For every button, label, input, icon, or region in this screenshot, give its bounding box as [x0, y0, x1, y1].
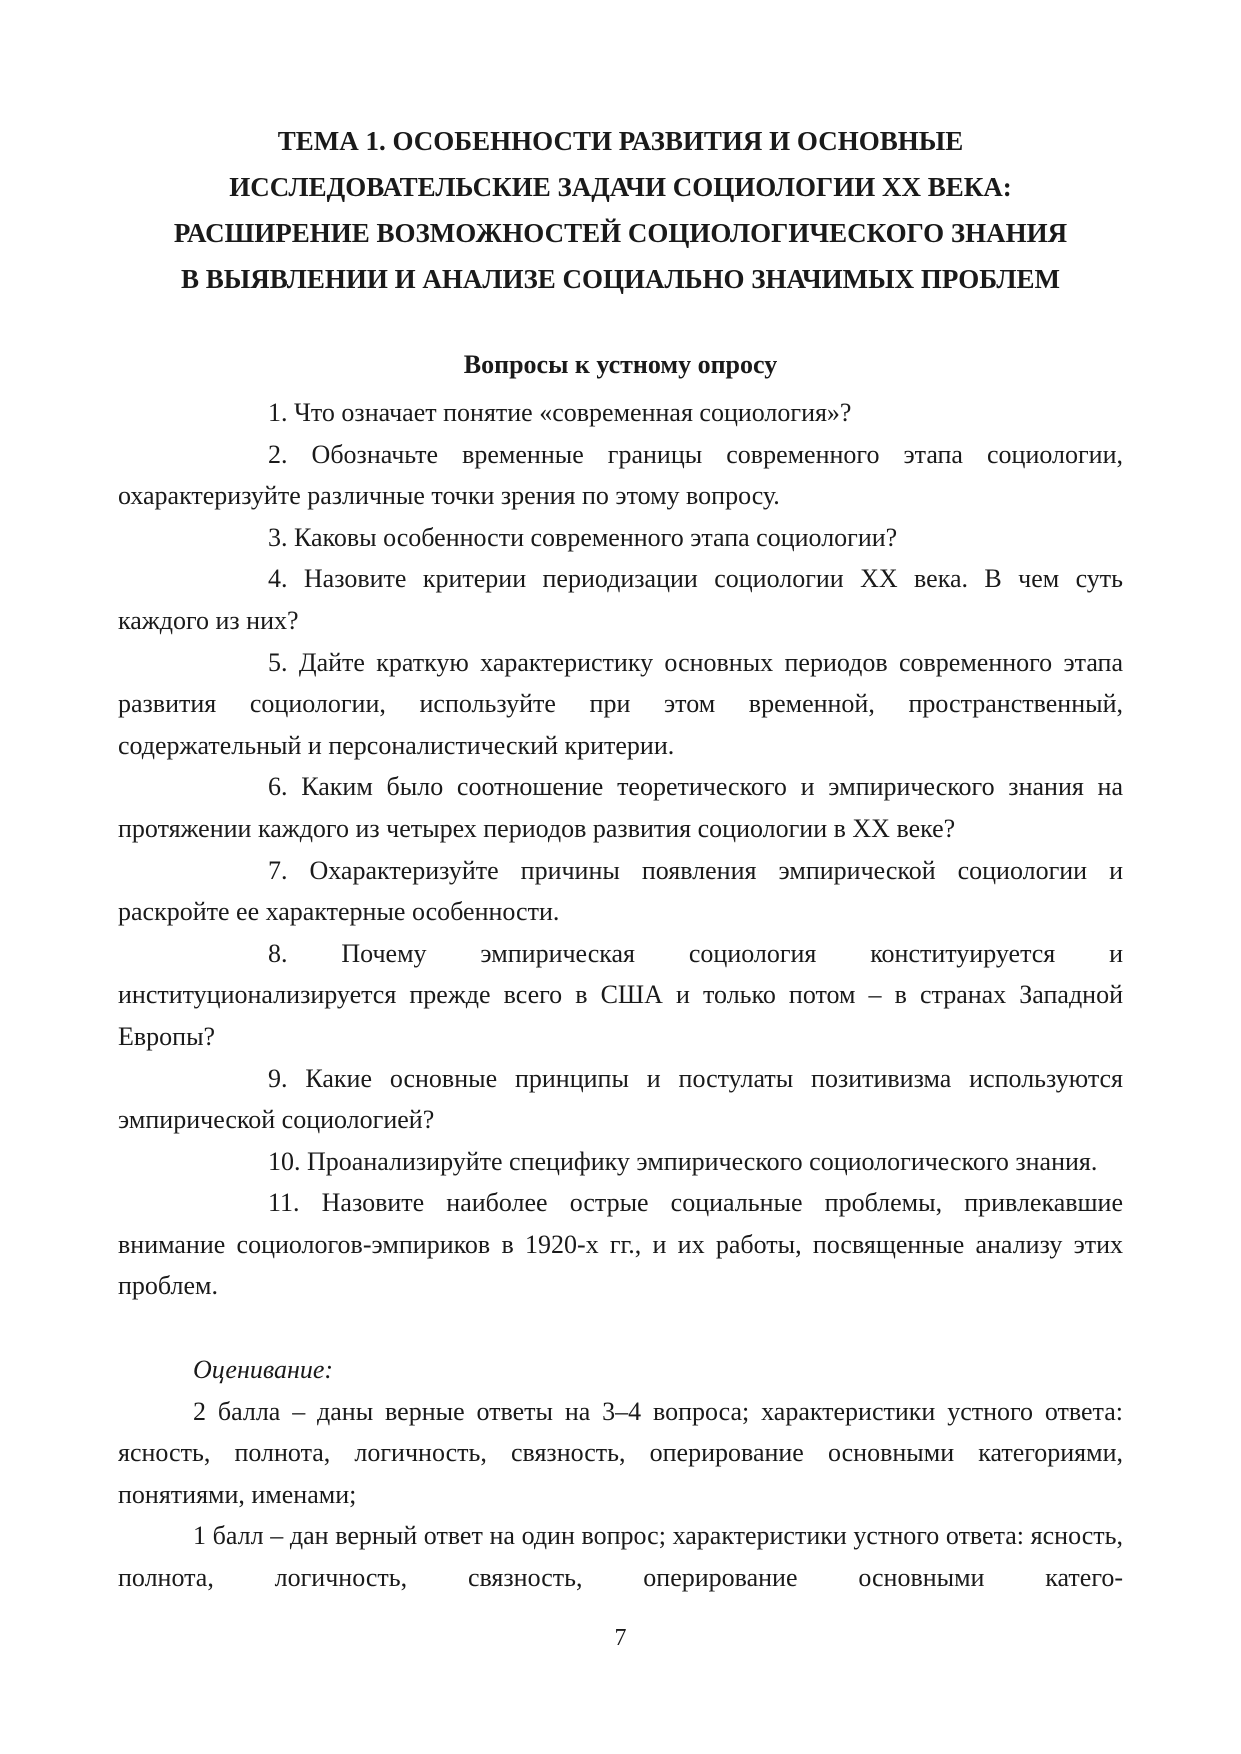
title-line: РАСШИРЕНИЕ ВОЗМОЖНОСТЕЙ СОЦИОЛОГИЧЕСКОГО ЗНАНИЯ — [173, 218, 1068, 248]
question-text: Каким было соотношение теоретического и эмпирического знания на протяжении каждого из четырех периодов развития социологии в XX веке? — [118, 772, 1124, 843]
question-item — [118, 558, 1123, 641]
evaluation-heading: Оценивание: — [193, 1355, 334, 1385]
question-number: 7. — [268, 855, 288, 885]
question-number: 8. — [268, 938, 288, 968]
title-line: В ВЫЯВЛЕНИИ И АНАЛИЗЕ СОЦИАЛЬНО ЗНАЧИМЫХ ПРОБЛЕМ — [180, 264, 1061, 294]
section-subheading: Вопросы к устному опросу — [463, 350, 778, 379]
question-number: 10. — [268, 1146, 301, 1176]
question-item — [118, 642, 1123, 767]
questions-list — [118, 392, 1123, 1307]
question-number: 3. — [268, 522, 288, 552]
title-line: ТЕМА 1. ОСОБЕННОСТИ РАЗВИТИЯ И ОСНОВНЫЕ — [277, 126, 964, 156]
question-number: 1. — [268, 398, 288, 427]
question-text: Проанализируйте специфику эмпирического социологического знания. — [307, 1146, 1098, 1176]
document-page — [118, 118, 1123, 1599]
question-item — [118, 1058, 1123, 1141]
question-text: Почему эмпирическая социология конституируется и институционализируется прежде всего в США и только потом – в странах Западной Европы? — [118, 938, 1123, 1051]
question-text: Обозначьте временные границы современного этапа социологии, охарактеризуйте различные точки зрения по этому вопросу. — [118, 439, 1124, 511]
question-text: Какие основные принципы и постулаты позитивизма используются эмпирической социологией? — [118, 1063, 1124, 1135]
question-number: 4. — [268, 564, 288, 594]
question-text: Что означает понятие «современная социология»? — [294, 398, 852, 427]
question-item — [118, 392, 1123, 434]
topic-title — [118, 118, 1123, 302]
question-item — [118, 850, 1123, 933]
question-number: 5. — [268, 647, 288, 677]
question-item — [118, 766, 1123, 849]
question-number: 2. — [268, 439, 288, 469]
evaluation-item: 1 балл – дан верный ответ на один вопрос; характеристики устного ответа: ясность, полнота, логичность, связность, оперирование основными катего- — [118, 1521, 1123, 1593]
question-text: Охарактеризуйте причины появления эмпирической социологии и раскройте ее характерные особенности. — [118, 855, 1123, 927]
question-item — [118, 933, 1123, 1058]
question-number: 11. — [268, 1188, 300, 1218]
page-number: 7 — [614, 1625, 627, 1651]
evaluation-item: 2 балла – даны верные ответы на 3–4 вопроса; характеристики устного ответа: ясность, полнота, логичность, связность, оперирование основными категориями, понятиями, именами; — [118, 1396, 1123, 1509]
question-number: 6. — [268, 772, 288, 802]
title-line: ИССЛЕДОВАТЕЛЬСКИЕ ЗАДАЧИ СОЦИОЛОГИИ XX ВЕКА: — [229, 172, 1012, 202]
question-number: 9. — [268, 1063, 288, 1093]
question-text: Каковы особенности современного этапа социологии? — [294, 522, 898, 552]
question-text: Дайте краткую характеристику основных периодов современного этапа развития социологии, используйте при этом временной, пространственный, содержательный и персоналистический критерии. — [118, 647, 1123, 760]
question-item — [118, 1182, 1123, 1307]
question-text: Назовите наиболее острые социальные проблемы, привлекавшие внимание социологов-эмпириков в 1920-х гг., и их работы, посвященные анализу этих проблем. — [118, 1188, 1124, 1301]
question-text: Назовите критерии периодизации социологии XX века. В чем суть каждого из них? — [118, 564, 1124, 635]
question-item — [118, 1141, 1123, 1183]
question-item — [118, 517, 1123, 559]
question-item — [118, 434, 1123, 517]
